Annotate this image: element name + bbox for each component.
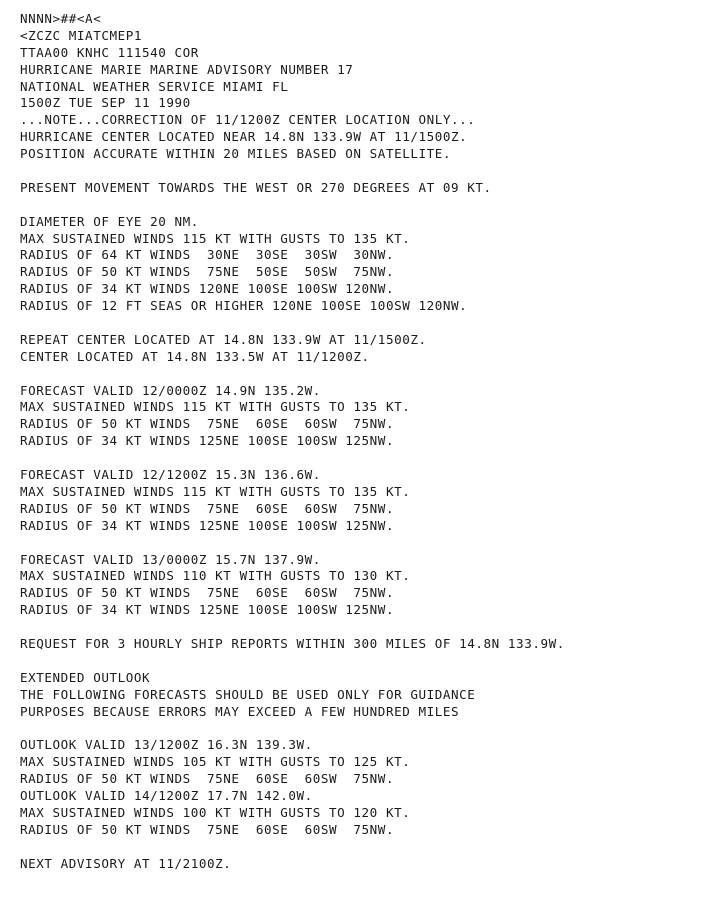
blank-line (20, 450, 710, 467)
advisory-line: REPEAT CENTER LOCATED AT 14.8N 133.9W AT 11/1500Z. (20, 331, 427, 347)
advisory-line: FORECAST VALID 13/0000Z 15.7N 137.9W. (20, 551, 321, 567)
advisory-line: DIAMETER OF EYE 20 NM. (20, 213, 199, 229)
advisory-line: 1500Z TUE SEP 11 1990 (20, 95, 191, 111)
advisory-line: PURPOSES BECAUSE ERRORS MAY EXCEED A FEW HUNDRED MILES (20, 703, 460, 719)
advisory-line: RADIUS OF 50 KT WINDS 75NE 60SE 60SW 75NW. (20, 500, 395, 516)
advisory-line: THE FOLLOWING FORECASTS SHOULD BE USED ONLY FOR GUIDANCE (20, 686, 476, 702)
advisory-line: NATIONAL WEATHER SERVICE MIAMI FL (20, 78, 289, 94)
advisory-line: MAX SUSTAINED WINDS 115 KT WITH GUSTS TO 135 KT. (20, 230, 411, 246)
advisory-line: RADIUS OF 50 KT WINDS 75NE 60SE 60SW 75NW. (20, 416, 395, 432)
advisory-line: ...NOTE...CORRECTION OF 11/1200Z CENTER LOCATION ONLY... (20, 112, 476, 128)
advisory-line: RADIUS OF 50 KT WINDS 75NE 60SE 60SW 75NW. (20, 585, 395, 601)
advisory-line: MAX SUSTAINED WINDS 110 KT WITH GUSTS TO 130 KT. (20, 568, 411, 584)
advisory-line: RADIUS OF 50 KT WINDS 75NE 60SE 60SW 75NW. (20, 771, 395, 787)
blank-line (20, 315, 710, 332)
advisory-line: HURRICANE CENTER LOCATED NEAR 14.8N 133.9W AT 11/1500Z. (20, 129, 468, 145)
advisory-line: MAX SUSTAINED WINDS 115 KT WITH GUSTS TO 135 KT. (20, 399, 411, 415)
advisory-line: RADIUS OF 34 KT WINDS 125NE 100SE 100SW 125NW. (20, 517, 395, 533)
advisory-line: OUTLOOK VALID 14/1200Z 17.7N 142.0W. (20, 787, 313, 803)
advisory-line: EXTENDED OUTLOOK (20, 669, 151, 685)
advisory-line: FORECAST VALID 12/1200Z 15.3N 136.6W. (20, 467, 321, 483)
advisory-line: RADIUS OF 50 KT WINDS 75NE 60SE 60SW 75NW. (20, 821, 395, 837)
advisory-line: REQUEST FOR 3 HOURLY SHIP REPORTS WITHIN 300 MILES OF 14.8N 133.9W. (20, 635, 565, 651)
blank-line (20, 653, 710, 670)
advisory-line: NNNN>##<A< (20, 11, 102, 26)
advisory-line: CENTER LOCATED AT 14.8N 133.5W AT 11/1200Z. (20, 348, 370, 364)
blank-line (20, 839, 710, 856)
advisory-line: RADIUS OF 50 KT WINDS 75NE 50SE 50SW 75NW. (20, 264, 395, 280)
advisory-line: MAX SUSTAINED WINDS 115 KT WITH GUSTS TO 135 KT. (20, 483, 411, 499)
advisory-line: RADIUS OF 64 KT WINDS 30NE 30SE 30SW 30NW. (20, 247, 395, 263)
advisory-line: PRESENT MOVEMENT TOWARDS THE WEST OR 270 DEGREES AT 09 KT. (20, 179, 492, 195)
advisory-line: MAX SUSTAINED WINDS 100 KT WITH GUSTS TO 120 KT. (20, 804, 411, 820)
advisory-line: RADIUS OF 34 KT WINDS 125NE 100SE 100SW 125NW. (20, 602, 395, 618)
blank-line (20, 366, 710, 383)
blank-line (20, 619, 710, 636)
blank-line (20, 720, 710, 737)
advisory-line: OUTLOOK VALID 13/1200Z 16.3N 139.3W. (20, 737, 313, 753)
advisory-line: POSITION ACCURATE WITHIN 20 MILES BASED ON SATELLITE. (20, 146, 451, 162)
advisory-line: MAX SUSTAINED WINDS 105 KT WITH GUSTS TO 125 KT. (20, 754, 411, 770)
advisory-line: <ZCZC MIATCMEP1 (20, 27, 142, 43)
advisory-line: RADIUS OF 34 KT WINDS 120NE 100SE 100SW 120NW. (20, 281, 395, 297)
advisory-line: RADIUS OF 12 FT SEAS OR HIGHER 120NE 100SE 100SW 120NW. (20, 298, 468, 314)
advisory-line: HURRICANE MARIE MARINE ADVISORY NUMBER 17 (20, 61, 354, 77)
advisory-line: NEXT ADVISORY AT 11/2100Z. (20, 855, 232, 871)
advisory-text-block (20, 11, 710, 872)
blank-line (20, 535, 710, 552)
advisory-line: FORECAST VALID 12/0000Z 14.9N 135.2W. (20, 382, 321, 398)
blank-line (20, 163, 710, 180)
advisory-line: RADIUS OF 34 KT WINDS 125NE 100SE 100SW 125NW. (20, 433, 395, 449)
advisory-line: TTAA00 KNHC 111540 COR (20, 44, 199, 60)
blank-line (20, 197, 710, 214)
